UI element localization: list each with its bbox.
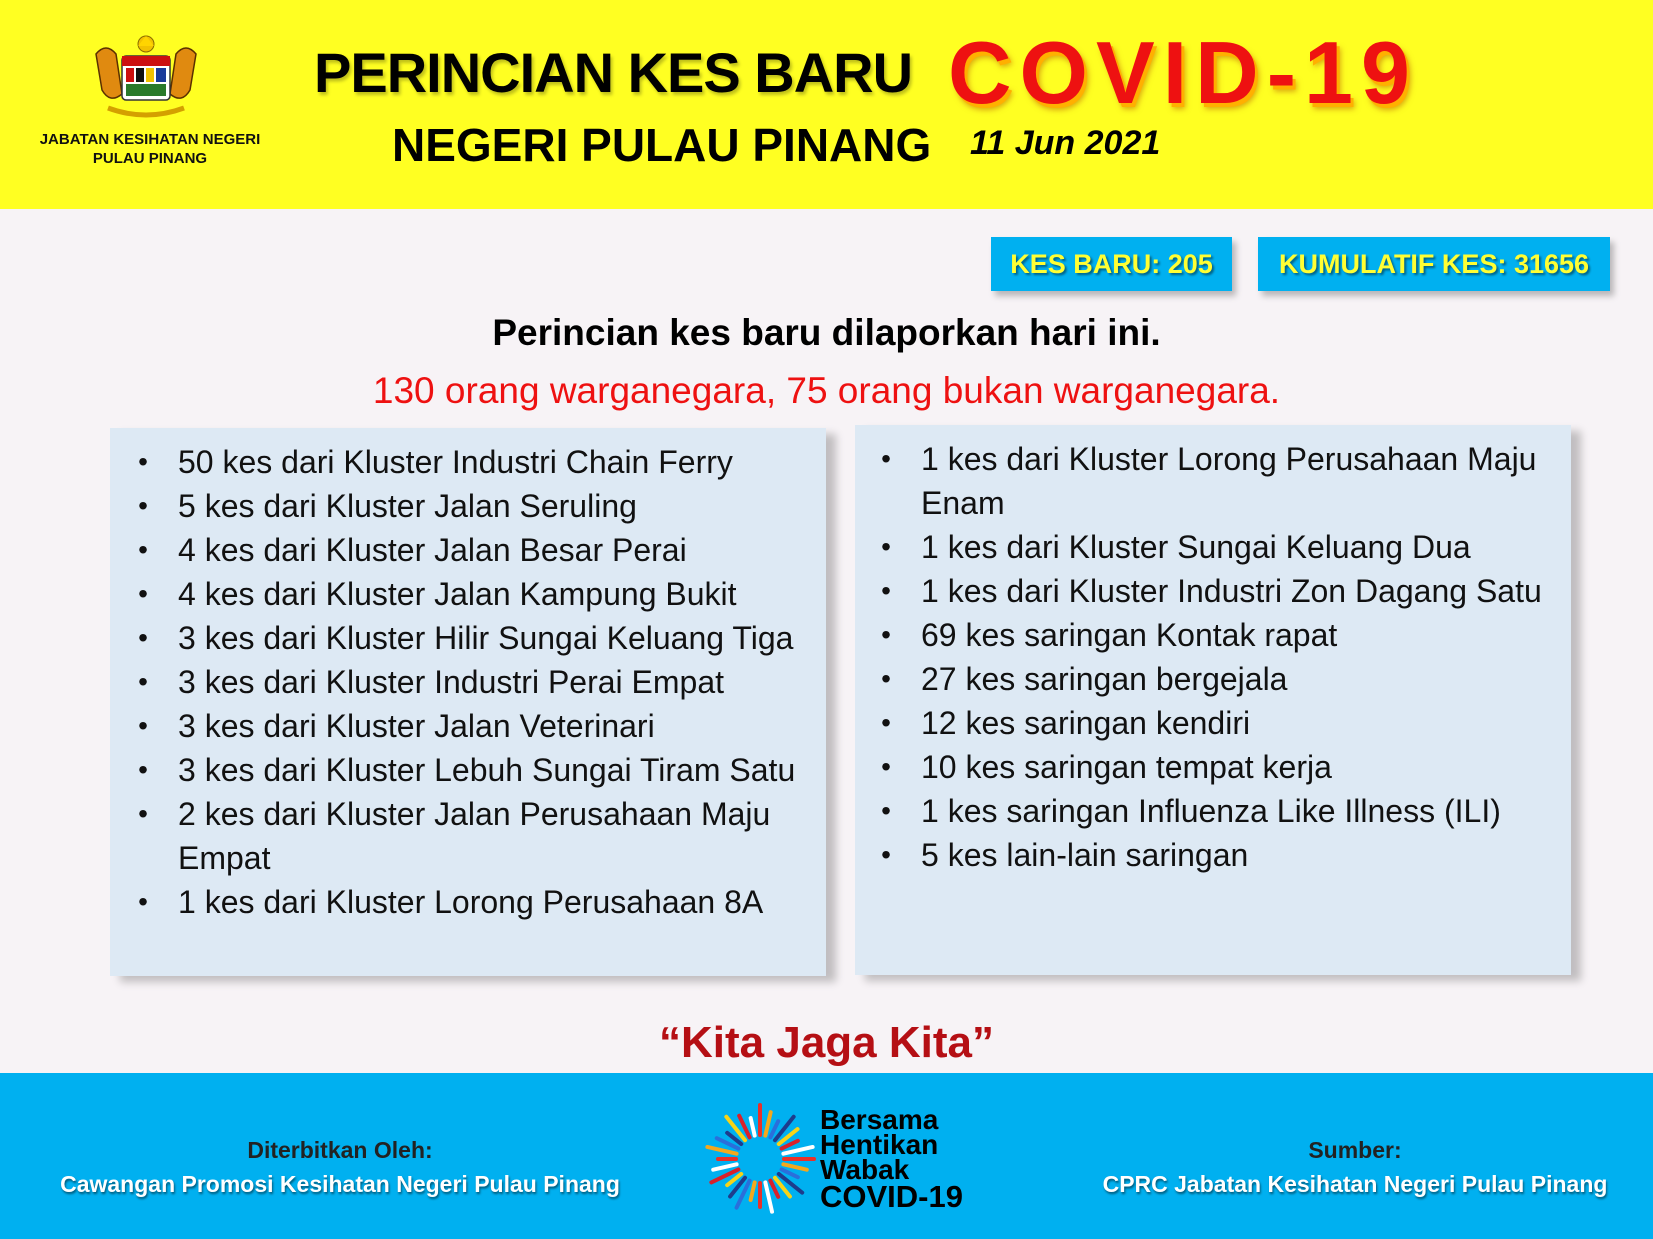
list-item-text: 10 kes saringan tempat kerja (921, 749, 1332, 785)
bullet-icon: • (881, 575, 891, 606)
list-item-text: 3 kes dari Kluster Industri Perai Empat (178, 664, 725, 700)
department-name (20, 130, 280, 168)
campaign-logo-text (820, 1104, 963, 1214)
list-item-text: 1 kes saringan Influenza Like Illness (ILI) (921, 793, 1501, 829)
list-item (871, 525, 1561, 569)
list-item-text: 4 kes dari Kluster Jalan Besar Perai (178, 532, 687, 568)
source-label: Sumber: (1308, 1137, 1402, 1163)
malaysia-coat-of-arms-icon (86, 34, 206, 124)
campaign-logo (700, 1099, 970, 1219)
list-item-text: 27 kes saringan bergejala (921, 661, 1288, 697)
list-item-text: 5 kes lain-lain saringan (921, 837, 1249, 873)
list-item (128, 616, 818, 660)
bullet-icon: • (138, 798, 148, 829)
left-case-list-panel (110, 428, 826, 976)
bullet-icon: • (881, 839, 891, 870)
list-item-text: 69 kes saringan Kontak rapat (921, 617, 1338, 653)
bullet-icon: • (138, 490, 148, 521)
bullet-icon: • (881, 531, 891, 562)
logo-ray (751, 1118, 755, 1136)
list-item (871, 569, 1561, 613)
list-item (128, 660, 818, 704)
list-item (128, 704, 818, 748)
bullet-icon: • (881, 795, 891, 826)
bullet-icon: • (881, 663, 891, 694)
list-item (871, 701, 1561, 745)
logo-line-1: Bersama (820, 1104, 939, 1135)
bullet-icon: • (138, 886, 148, 917)
logo-ray (713, 1164, 736, 1169)
list-item (128, 528, 818, 572)
right-case-list-panel (855, 425, 1571, 975)
logo-ray (751, 1182, 755, 1200)
list-item (871, 745, 1561, 789)
summary-breakdown: 130 orang warganegara, 75 orang bukan warganegara. (372, 370, 1281, 411)
source-name: CPRC Jabatan Kesihatan Negeri Pulau Pinang (1102, 1171, 1608, 1197)
list-item (128, 748, 818, 792)
logo-line-4: COVID-19 (820, 1179, 963, 1214)
bullet-icon: • (138, 666, 148, 697)
footer-banner (0, 1073, 1653, 1239)
bullet-icon: • (138, 622, 148, 653)
logo-line-3: Wabak (820, 1154, 910, 1185)
logo-ray (783, 1164, 806, 1169)
report-date: 11 Jun 2021 (970, 124, 1161, 162)
list-item-text: 1 kes dari Kluster Sungai Keluang Dua (921, 529, 1471, 565)
source-info (1080, 1133, 1630, 1201)
bullet-icon: • (138, 534, 148, 565)
bullet-icon: • (138, 754, 148, 785)
list-item (871, 657, 1561, 701)
bullet-icon: • (881, 707, 891, 738)
list-item-text: 1 kes dari Kluster Lorong Perusahaan 8A (178, 884, 764, 920)
list-item-text: 1 kes dari Kluster Lorong Perusahaan Maju Enam (921, 441, 1537, 521)
publisher-info (40, 1133, 640, 1201)
list-item (128, 572, 818, 616)
list-item-text: 3 kes dari Kluster Hilir Sungai Keluang Tiga (178, 620, 794, 656)
list-item-text: 3 kes dari Kluster Jalan Veterinari (178, 708, 655, 744)
list-item (128, 792, 818, 880)
list-item-text: 12 kes saringan kendiri (921, 705, 1251, 741)
list-item (871, 437, 1561, 525)
list-item (128, 880, 818, 924)
covid-title: COVID-19 (948, 23, 1418, 122)
burst-circle-logo-icon (700, 1099, 820, 1219)
logo-ray (765, 1112, 770, 1135)
publisher-name: Cawangan Promosi Kesihatan Negeri Pulau Pinang (60, 1171, 620, 1197)
bullet-icon: • (881, 619, 891, 650)
department-line-1: JABATAN KESIHATAN NEGERI (39, 131, 261, 148)
logo-line-2: Hentikan (820, 1129, 939, 1160)
left-case-list (128, 440, 818, 924)
page-subtitle: NEGERI PULAU PINANG (392, 119, 932, 171)
bullet-icon: • (138, 710, 148, 741)
bullet-icon: • (881, 751, 891, 782)
right-case-list (871, 437, 1561, 877)
publisher-label: Diterbitkan Oleh: (247, 1137, 433, 1163)
list-item (871, 789, 1561, 833)
department-line-2: PULAU PINANG (92, 150, 208, 167)
logo-ray (707, 1147, 736, 1154)
list-item-text: 4 kes dari Kluster Jalan Kampung Bukit (178, 576, 737, 612)
logo-ray (765, 1182, 772, 1211)
list-item-text: 1 kes dari Kluster Industri Zon Dagang Satu (921, 573, 1542, 609)
list-item (128, 440, 818, 484)
list-item (871, 613, 1561, 657)
slogan: “Kita Jaga Kita” (659, 1018, 994, 1067)
bullet-icon: • (138, 578, 148, 609)
list-item-text: 2 kes dari Kluster Jalan Perusahaan Maju Empat (178, 796, 771, 876)
summary-heading: Perincian kes baru dilaporkan hari ini. (492, 312, 1161, 353)
bullet-icon: • (138, 446, 148, 477)
new-cases-badge: KES BARU: 205 (991, 237, 1232, 291)
list-item (128, 484, 818, 528)
list-item (871, 833, 1561, 877)
list-item-text: 3 kes dari Kluster Lebuh Sungai Tiram Satu (178, 752, 796, 788)
list-item-text: 5 kes dari Kluster Jalan Seruling (178, 488, 637, 524)
cumulative-cases-badge: KUMULATIF KES: 31656 (1258, 237, 1610, 291)
list-item-text: 50 kes dari Kluster Industri Chain Ferry (178, 444, 733, 480)
header-banner (0, 0, 1653, 209)
bullet-icon: • (881, 443, 891, 474)
page-title: PERINCIAN KES BARU (314, 41, 913, 104)
logo-ray (783, 1147, 812, 1154)
